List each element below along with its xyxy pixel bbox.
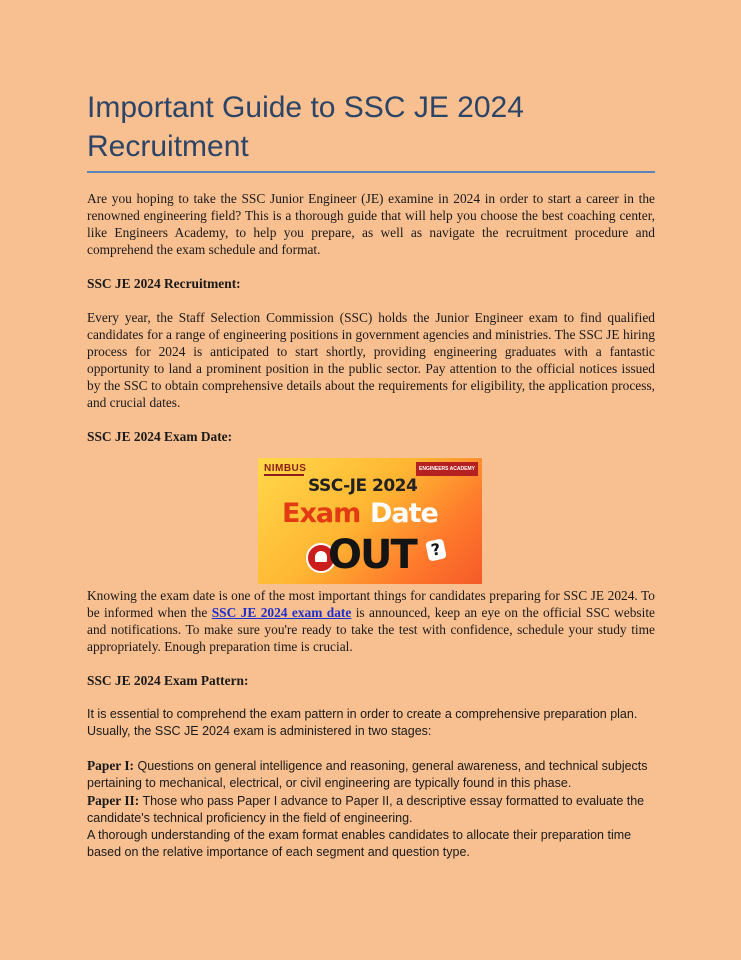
- paper-two-label: Paper II:: [87, 793, 140, 808]
- question-mark-icon: ?: [425, 538, 447, 561]
- paper-one-label: Paper I:: [87, 758, 134, 773]
- banner-ssc-je-text: SSC-JE 2024: [308, 476, 418, 496]
- paper-two-paragraph: [87, 792, 655, 827]
- banner-exam-text: Exam: [282, 498, 361, 529]
- recruitment-paragraph: Every year, the Staff Selection Commission (SSC) holds the Junior Engineer exam to find qualified candidates for a range of engineering positions in government agencies and ministries. The SSC JE hiring process for 2024 is anticipated to start shortly, providing engineering graduates with a fantastic opportunity to land a prominent position in the public sector. Pay attention to the official notices issued by the SSC to obtain comprehensive details about the requirements for eligibility, the application process, and crucial dates.: [87, 310, 655, 410]
- banner-container: [87, 458, 655, 586]
- paper-one-text: Questions on general intelligence and reasoning, general awareness, and technical subjects pertaining to mechanical, electrical, or civil engineering are typically found in this phase.: [87, 759, 648, 790]
- section-heading-exam-pattern: SSC JE 2024 Exam Pattern:: [87, 673, 249, 688]
- exam-date-paragraph: [87, 587, 655, 655]
- exam-date-banner-image: [258, 458, 482, 584]
- section-heading-recruitment: SSC JE 2024 Recruitment:: [87, 276, 241, 291]
- page-title: Important Guide to SSC JE 2024 Recruitment: [87, 91, 524, 163]
- title-underline: [87, 171, 655, 173]
- exam-pattern-paragraph: It is essential to comprehend the exam pattern in order to create a comprehensive preparation plan. Usually, the SSC JE 2024 exam is administered in two stages:: [87, 707, 638, 738]
- section-heading-exam-date: SSC JE 2024 Exam Date:: [87, 429, 233, 444]
- intro-paragraph: Are you hoping to take the SSC Junior Engineer (JE) examine in 2024 in order to start a career in the renowned engineering field? This is a thorough guide that will help you choose the best coaching center, like Engineers Academy, to help you prepare, as well as navigate the recruitment procedure and comprehend the exam schedule and format.: [87, 191, 655, 257]
- banner-brand-underline: [264, 474, 304, 476]
- banner-out-text: OUT: [328, 532, 416, 578]
- paper-two-text: Those who pass Paper I advance to Paper II, a descriptive essay formatted to evaluate the candidate's technical proficiency in the field of engineering.: [87, 794, 645, 825]
- banner-brand: NIMBUS: [264, 463, 307, 474]
- exam-date-text-before: Knowing the exam date is one of the most important things for candidates preparing for SSC JE 2024. To be informed when the: [87, 588, 655, 620]
- document-page: [87, 88, 655, 861]
- exam-date-link[interactable]: SSC JE 2024 exam date: [211, 605, 352, 620]
- banner-date-text: Date: [370, 498, 438, 529]
- paper-one-paragraph: [87, 757, 655, 792]
- banner-partner-logo: ENGINEERS ACADEMY: [416, 462, 478, 476]
- closing-paragraph: A thorough understanding of the exam format enables candidates to allocate their preparation time based on the relative importance of each segment and question type.: [87, 828, 632, 859]
- exam-date-text-after: is announced, keep an eye on the official SSC website and notifications. To make sure you're ready to take the test with confidence, schedule your study time appropriately. Enough preparation time is crucial.: [87, 605, 655, 654]
